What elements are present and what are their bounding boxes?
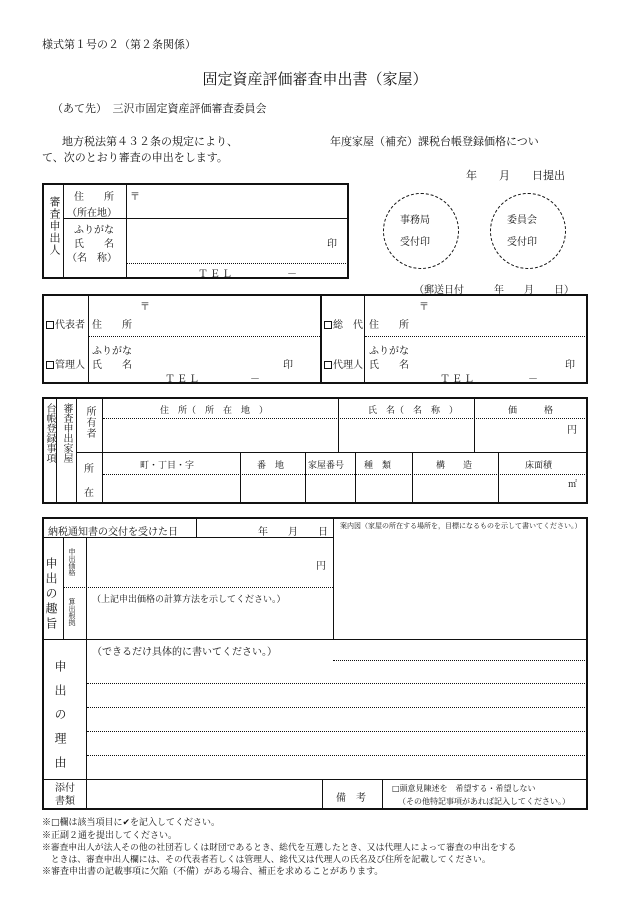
rep-address-input[interactable] xyxy=(150,298,316,334)
notice-date-field[interactable]: 年 月 日 xyxy=(258,527,328,538)
structure-input[interactable] xyxy=(415,476,495,502)
office-stamp-line2: 受付印 xyxy=(400,237,430,248)
submit-date[interactable]: 年 月 日提出 xyxy=(466,169,565,182)
request-price-label: 申出価格 xyxy=(68,548,76,576)
property-section-label-1: 審査申出家屋 xyxy=(61,403,72,463)
map-label: 案内図（家屋の所在する場所を，目標になるものを示して書いてください。） xyxy=(340,522,582,530)
rep-postal-mark: 〒 xyxy=(140,302,150,313)
agent-address-label: 住 所 xyxy=(369,320,409,331)
request-basis-label: 算出根拠 xyxy=(68,598,76,626)
remarks-hint: （その他特記事項があれば記入してください。） xyxy=(398,797,570,806)
page-title: 固定資産評価審査申出書（家屋） xyxy=(202,70,428,88)
fiscal-year-field[interactable] xyxy=(260,131,322,147)
rep-address-label: 住 所 xyxy=(92,320,132,331)
col-house-no: 家屋番号 xyxy=(308,461,345,471)
request-section-label: 申出の趣旨 xyxy=(44,557,58,632)
applicant-address-label: 住 所 xyxy=(74,192,114,203)
agent-tel-label: ＴＥＬ xyxy=(440,374,476,385)
mailing-date[interactable]: 年 月 日） xyxy=(494,285,574,296)
owner-name-header: 氏 名（ 名 称 ） xyxy=(368,406,459,416)
reason-hint: （できるだけ具体的に書いてください。） xyxy=(92,647,277,658)
manager-checkbox[interactable]: 管理人 xyxy=(46,356,85,371)
owner-name-input[interactable] xyxy=(342,420,470,450)
rep-name-input[interactable] xyxy=(140,338,280,368)
agent-checkbox[interactable]: 代理人 xyxy=(324,356,363,371)
applicant-tel-dash: － xyxy=(287,269,297,280)
type-input[interactable] xyxy=(358,476,408,502)
house-no-input[interactable] xyxy=(308,476,352,502)
map-area[interactable] xyxy=(337,532,585,636)
col-type: 種 類 xyxy=(364,461,392,471)
oral-statement-option[interactable]: □頭意見陳述を 希望する・希望しない xyxy=(392,784,536,793)
owner-label: 所有者 xyxy=(84,406,95,439)
committee-stamp-circle xyxy=(490,193,566,269)
form-number: 様式第１号の２（第２条関係） xyxy=(42,38,196,51)
property-section-label-2: 台帳登録事項 xyxy=(44,403,55,463)
applicant-seal: 印 xyxy=(327,239,337,250)
agent-address-input[interactable] xyxy=(430,298,584,334)
intro-line-1b: 年度家屋（補充）課税台帳登録価格につい xyxy=(330,135,539,148)
reason-section-label: 申出の理由 xyxy=(53,660,67,780)
rep-furigana-label: ふりがな xyxy=(92,346,132,357)
attachment-label: 添付書類 xyxy=(55,783,75,807)
owner-address-input[interactable] xyxy=(106,420,334,450)
general-rep-checkbox[interactable]: 総 代 xyxy=(324,316,363,331)
agent-furigana-label: ふりがな xyxy=(369,346,409,357)
note-4: ※審査申出書の記載事項に欠陥（不備）がある場合、補正を求めることがあります。 xyxy=(42,867,384,877)
floor-area-unit: ㎡ xyxy=(568,480,578,490)
owner-address-header: 住 所（ 所 在 地 ） xyxy=(160,406,269,416)
furigana-label: ふりがな xyxy=(74,225,114,236)
lot-input[interactable] xyxy=(244,476,302,502)
rep-seal: 印 xyxy=(283,360,293,371)
committee-stamp-line2: 受付印 xyxy=(507,237,537,248)
applicant-name-label: 氏 名 xyxy=(74,239,114,250)
mailing-label: （郵送日付 xyxy=(414,285,464,296)
office-stamp-circle xyxy=(383,193,459,269)
col-floor-area: 床面積 xyxy=(525,461,553,471)
office-stamp-line1: 事務局 xyxy=(400,215,430,226)
town-input[interactable] xyxy=(106,476,236,502)
representative-checkbox[interactable]: 代表者 xyxy=(46,316,85,331)
request-price-input[interactable] xyxy=(90,541,312,585)
request-basis-hint: （上記申出価格の計算方法を示してください。） xyxy=(92,595,286,605)
rep-tel-label: ＴＥＬ xyxy=(165,374,201,385)
note-3a: ※審査申出人が法人その他の社団若しくは財団であるとき、総代を互選したとき、又は代理人によって審査の申出をする xyxy=(42,843,517,853)
price-input[interactable] xyxy=(478,420,564,450)
applicant-tel-input[interactable] xyxy=(240,264,340,278)
intro-line-1a: 地方税法第４３２条の規定により、 xyxy=(62,135,238,148)
applicant-section-label: 審査申出人 xyxy=(48,196,61,256)
col-lot: 番 地 xyxy=(257,461,285,471)
attachment-input[interactable] xyxy=(90,782,318,807)
floor-area-input[interactable] xyxy=(501,476,563,502)
note-1: ※□欄は該当項目に✔を記入してください。 xyxy=(42,818,221,828)
agent-tel-dash: － xyxy=(528,374,538,385)
col-structure: 構 造 xyxy=(436,461,473,471)
col-town: 町・丁目・字 xyxy=(140,461,195,471)
price-header: 価 格 xyxy=(508,406,554,416)
intro-line-2: て、次のとおり審査の申出をします。 xyxy=(42,151,228,164)
agent-name-input[interactable] xyxy=(418,338,558,368)
applicant-tel-label: ＴＥＬ xyxy=(198,269,234,280)
remarks-label: 備 考 xyxy=(336,793,366,804)
reason-input[interactable] xyxy=(90,656,584,776)
notice-date-label: 納税通知書の交付を受けた日 xyxy=(48,527,178,538)
agent-postal-mark: 〒 xyxy=(419,302,429,313)
note-3b: ときは、審査申出人欄には、その代表者若しくは管理人、総代又は代理人の氏名及び住所を記載してください。 xyxy=(42,855,491,865)
postal-mark: 〒 xyxy=(130,192,140,203)
applicant-name-input[interactable] xyxy=(130,220,320,262)
agent-seal: 印 xyxy=(565,360,575,371)
request-price-yen: 円 xyxy=(316,561,326,572)
agent-name-label: 氏 名 xyxy=(369,360,409,371)
price-yen: 円 xyxy=(567,425,577,436)
rep-name-label: 氏 名 xyxy=(92,360,132,371)
location-label-bottom: 在 xyxy=(84,488,94,499)
location-label-top: 所 xyxy=(84,464,94,475)
applicant-address-input[interactable] xyxy=(142,186,346,216)
rep-tel-dash: － xyxy=(250,374,260,385)
applicant-name-sub: （名 称） xyxy=(67,253,117,264)
applicant-address-sub: （所在地） xyxy=(67,208,117,219)
addressee: （あて先） 三沢市固定資産評価審査委員会 xyxy=(52,102,267,115)
committee-stamp-line1: 委員会 xyxy=(507,215,537,226)
request-basis-input[interactable] xyxy=(90,605,330,637)
note-2: ※正副２通を提出してください。 xyxy=(42,831,178,841)
